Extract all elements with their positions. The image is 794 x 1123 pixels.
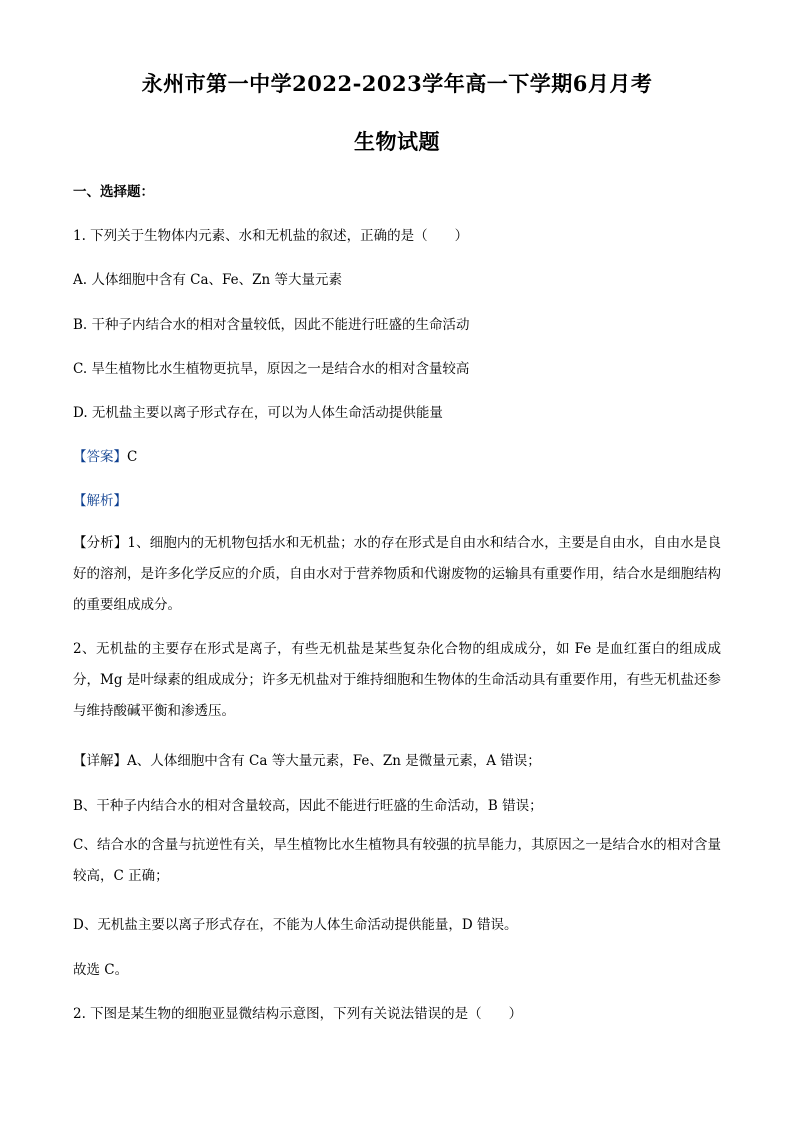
answer-line [73,445,137,465]
exam-subject: 生物试题 [354,129,440,154]
analysis-paragraph-1 [73,528,721,621]
answer-value: C [127,449,138,465]
question-1-option-a: A. 人体细胞中含有 Ca、Fe、Zn 等大量元素 [73,272,342,288]
conclusion: 故选 C。 [73,962,129,978]
analysis-label: 【解析】 [73,493,127,509]
detail-c: C、结合水的含量与抗逆性有关，旱生植物比水生植物具有较强的抗旱能力，其原因之一是结合水的相对含量较高，C 正确； [73,837,721,884]
exam-title: 永州市第一中学2022-2023学年高一下学期6月月考 [141,71,653,96]
xiangjie-label: 【详解】 [73,753,127,769]
question-2-stem: 2. 下图是某生物的细胞亚显微结构示意图，下列有关说法错误的是（ ） [73,1006,523,1022]
fenxi-text: 1、细胞内的无机物包括水和无机盐；水的存在形式是自由水和结合水，主要是自由水，自由水是良好的溶剂，是许多化学反应的介质，自由水对于营养物质和代谢废物的运输具有重要作用，结合水是细胞结构的重要组成成分。 [73,535,721,613]
detail-a [73,749,541,769]
answer-label: 【答案】 [73,449,127,465]
detail-d: D、无机盐主要以离子形式存在，不能为人体生命活动提供能量，D 错误。 [73,917,518,933]
question-1-option-d: D. 无机盐主要以离子形式存在，可以为人体生命活动提供能量 [73,405,443,421]
analysis-paragraph-2: 2、无机盐的主要存在形式是离子，有些无机盐是某些复杂化合物的组成成分，如 Fe 是血红蛋白的组成成分，Mg 是叶绿素的组成成分；许多无机盐对于维持细胞和生物体的生命活动具有重要作用，有些无机盐还参与维持酸碱平衡和渗透压。 [73,641,721,719]
question-1-option-b: B. 干种子内结合水的相对含量较低，因此不能进行旺盛的生命活动 [73,317,470,333]
section-heading: 一、选择题： [73,184,154,200]
detail-b: B、干种子内结合水的相对含量较高，因此不能进行旺盛的生命活动，B 错误； [73,798,543,814]
fenxi-label: 【分析】 [73,535,128,551]
question-1-stem: 1. 下列关于生物体内元素、水和无机盐的叙述，正确的是（ ） [73,228,469,244]
question-1-option-c: C. 旱生植物比水生植物更抗旱，原因之一是结合水的相对含量较高 [73,361,470,377]
xiangjie-a-text: A、人体细胞中含有 Ca 等大量元素，Fe、Zn 是微量元素，A 错误； [127,753,541,769]
